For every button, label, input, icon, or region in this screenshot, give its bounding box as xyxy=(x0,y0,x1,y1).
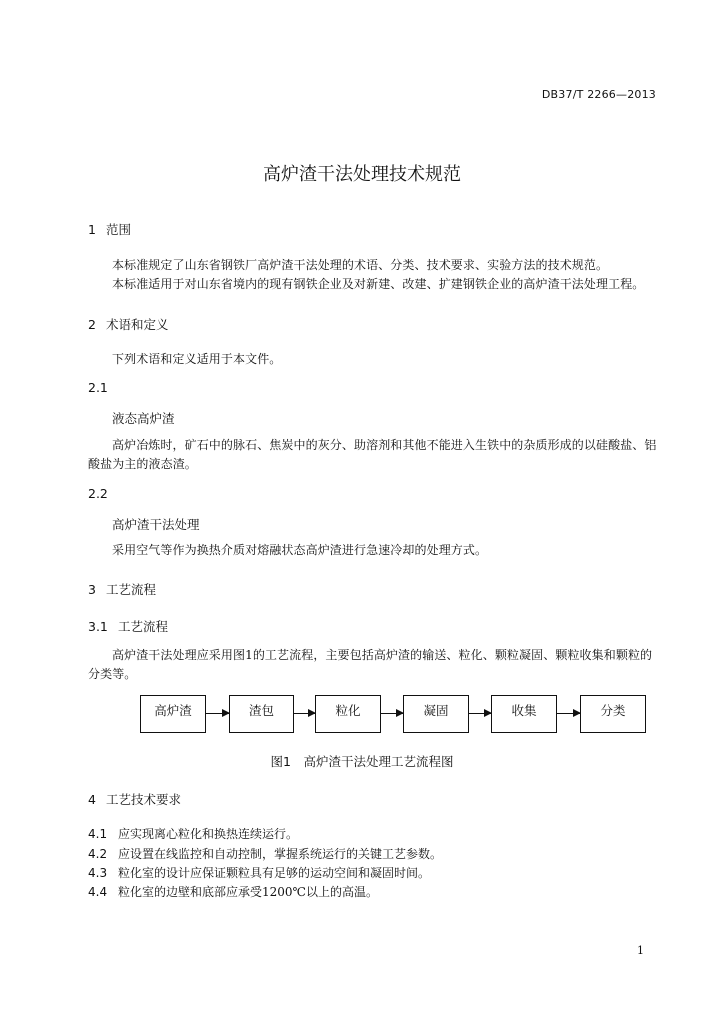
requirement-item xyxy=(88,864,430,883)
standard-code: DB37/T 2266—2013 xyxy=(541,88,656,101)
document-title: 高炉渣干法处理技术规范 xyxy=(263,164,461,185)
subsection-3-1-heading xyxy=(88,617,168,635)
requirement-item xyxy=(88,825,298,844)
requirement-item xyxy=(88,845,442,864)
section-1-para-1: 本标准规定了山东省钢铁厂高炉渣干法处理的术语、分类、技术要求、实验方法的技术规范。 xyxy=(112,258,609,272)
flow-arrow xyxy=(206,713,229,714)
flow-arrow xyxy=(294,713,315,714)
subsection-title: 工艺流程 xyxy=(118,619,169,634)
section-title: 工艺技术要求 xyxy=(106,792,182,807)
subsection-2-1-number: 2.1 xyxy=(88,380,108,395)
term-2-1: 液态高炉渣 xyxy=(112,411,175,426)
process-flow-diagram xyxy=(140,695,646,735)
definition-2-1: 高炉冶炼时，矿石中的脉石、焦炭中的灰分、助溶剂和其他不能进入生铁中的杂质形成的以硅酸盐、铝酸盐为主的液态渣。 xyxy=(88,438,657,471)
section-4-heading xyxy=(88,790,181,808)
flow-step-classification: 分类 xyxy=(580,695,646,733)
requirement-number: 4.4 xyxy=(88,885,108,899)
section-title: 工艺流程 xyxy=(106,582,157,597)
requirement-number: 4.1 xyxy=(88,827,108,841)
flow-arrow xyxy=(557,713,580,714)
section-3-heading xyxy=(88,580,156,598)
requirement-number: 4.2 xyxy=(88,847,108,861)
section-2-heading xyxy=(88,315,169,333)
section-title: 术语和定义 xyxy=(106,317,169,332)
requirement-number: 4.3 xyxy=(88,866,108,880)
figure-caption: 图1 高炉渣干法处理工艺流程图 xyxy=(270,754,454,769)
definition-2-2: 采用空气等作为换热介质对熔融状态高炉渣进行急速冷却的处理方式。 xyxy=(112,543,488,557)
requirement-text: 粒化室的设计应保证颗粒具有足够的运动空间和凝固时间。 xyxy=(118,866,431,880)
section-number: 2 xyxy=(88,317,96,332)
section-title: 范围 xyxy=(106,222,132,237)
page-number: 1 xyxy=(637,944,644,957)
requirement-text: 应设置在线监控和自动控制，掌握系统运行的关键工艺参数。 xyxy=(118,847,443,861)
section-3-1-para: 高炉渣干法处理应采用图1的工艺流程，主要包括高炉渣的输送、粒化、颗粒凝固、颗粒收集和颗粒的分类等。 xyxy=(88,648,653,681)
requirement-item xyxy=(88,883,378,902)
subsection-2-2-number: 2.2 xyxy=(88,486,108,501)
section-1-para-2: 本标准适用于对山东省境内的现有钢铁企业及对新建、改建、扩建钢铁企业的高炉渣干法处理工程。 xyxy=(112,277,645,291)
flow-arrow xyxy=(381,713,403,714)
section-number: 3 xyxy=(88,582,96,597)
section-number: 1 xyxy=(88,222,96,237)
flow-step-solidification: 凝固 xyxy=(403,695,469,733)
requirement-text: 粒化室的边壁和底部应承受1200℃以上的高温。 xyxy=(118,885,378,899)
flow-step-slag-pot: 渣包 xyxy=(229,695,294,733)
flow-step-slag: 高炉渣 xyxy=(140,695,206,733)
flow-arrow xyxy=(469,713,491,714)
requirement-text: 应实现离心粒化和换热连续运行。 xyxy=(118,827,299,841)
section-1-heading xyxy=(88,220,131,238)
subsection-number: 3.1 xyxy=(88,619,108,634)
term-2-2: 高炉渣干法处理 xyxy=(112,517,200,532)
section-2-intro: 下列术语和定义适用于本文件。 xyxy=(112,352,282,366)
flow-step-collection: 收集 xyxy=(491,695,557,733)
section-number: 4 xyxy=(88,792,96,807)
flow-step-granulation: 粒化 xyxy=(315,695,381,733)
